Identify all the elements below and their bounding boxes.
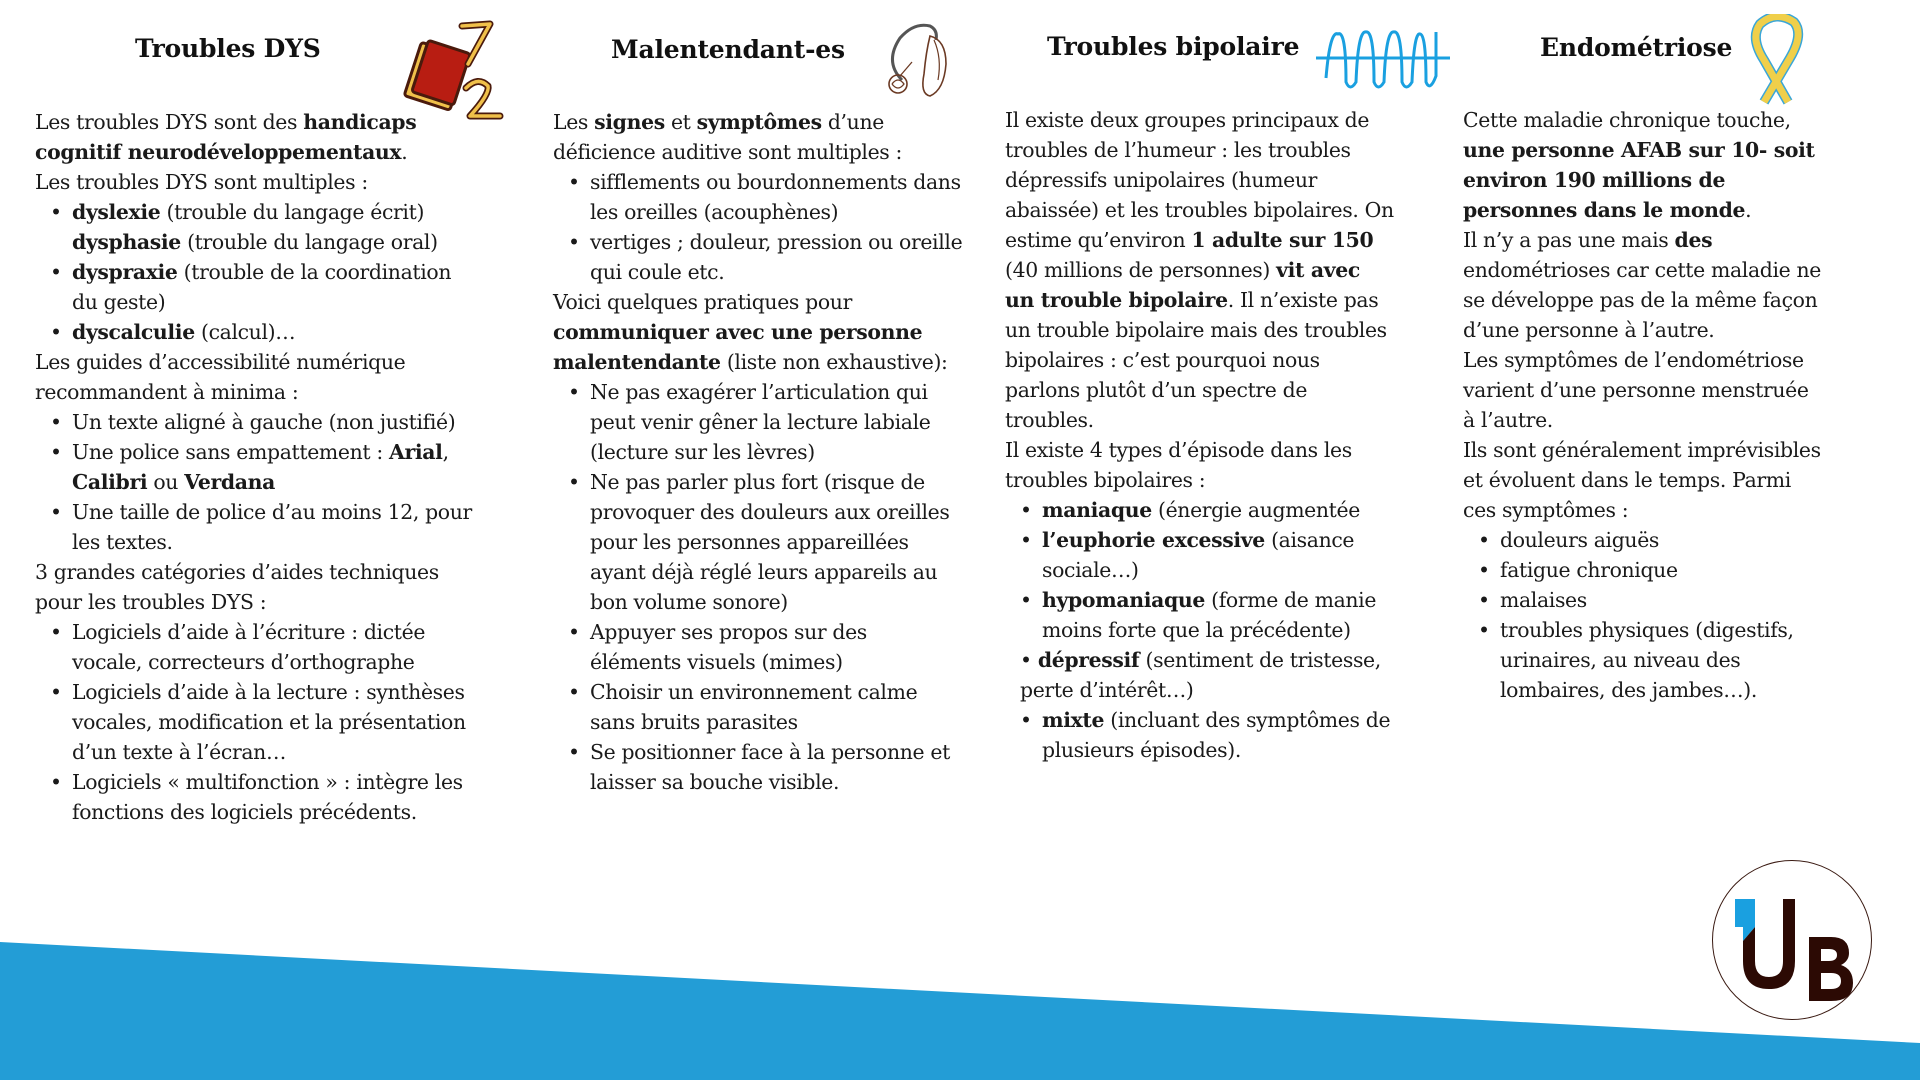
paragraph xyxy=(1463,225,1823,345)
list-item xyxy=(72,437,480,497)
text: (énergie augmentée xyxy=(1151,498,1360,522)
text: (forme de manie moins forte que la précédente) xyxy=(1042,588,1377,642)
bold-text: dyscalculie xyxy=(72,320,195,344)
paragraph: 3 grandes catégories d’aides techniques pour les troubles DYS : xyxy=(35,560,439,614)
list-item: • douleurs aiguës xyxy=(1500,525,1823,555)
bold-text: dépressif xyxy=(1037,648,1140,672)
section-body xyxy=(35,107,480,827)
section-title: Troubles bipolaire xyxy=(1047,32,1300,61)
list-item: • Se positionner face à la personne et laisser sa bouche visible. xyxy=(590,737,963,797)
bold-text: hypomaniaque xyxy=(1042,588,1205,612)
section-body xyxy=(1463,105,1823,705)
text: (trouble du langage écrit) xyxy=(160,200,425,224)
section-title: Endométriose xyxy=(1540,33,1733,62)
list-item: • Ne pas parler plus fort (risque de provoquer des douleurs aux oreilles pour les personnes appareillées ayant déjà réglé leurs appareils au bon volume sonore) xyxy=(590,467,963,617)
list-item: • Logiciels « multifonction » : intègre les fonctions des logiciels précédents. xyxy=(72,767,480,827)
list-item xyxy=(1042,705,1395,765)
list-item xyxy=(72,257,480,317)
text: et xyxy=(664,110,697,134)
bold-text: vit avec un trouble bipolaire xyxy=(1005,258,1360,312)
section-title: Troubles DYS xyxy=(135,34,321,63)
list-item: • Une taille de police d’au moins 12, pour les textes. xyxy=(72,497,480,557)
list-item: • Ne pas exagérer l’articulation qui peut venir gêner la lecture labiale (lecture sur les lèvres) xyxy=(590,377,963,467)
list-item: • Appuyer ses propos sur des éléments visuels (mimes) xyxy=(590,617,963,677)
symptoms-list xyxy=(553,167,963,287)
text: (sentiment de tristesse, perte d’intérêt…) xyxy=(1020,648,1381,702)
paragraph xyxy=(35,107,480,167)
practices-list xyxy=(553,377,963,797)
list-item: • sifflements ou bourdonnements dans les oreilles (acouphènes) xyxy=(590,167,963,227)
awareness-ribbon-icon xyxy=(1748,14,1804,106)
paragraph xyxy=(553,107,963,167)
list-item: • Logiciels d’aide à la lecture : synthèses vocales, modification et la présentation d’un texte à l’écran… xyxy=(72,677,480,767)
text: Les troubles DYS sont des xyxy=(35,110,304,134)
section-body xyxy=(553,107,963,797)
text: (calcul)… xyxy=(194,320,296,344)
bold-text: signes xyxy=(594,110,665,134)
bold-text: Verdana xyxy=(184,470,275,494)
text: d’une déficience auditive sont multiples : xyxy=(553,110,903,164)
text: Les xyxy=(553,110,595,134)
bold-text: 1 adulte sur 150 xyxy=(1191,228,1374,252)
text: Cette maladie chronique touche, xyxy=(1463,108,1791,132)
ub-logo xyxy=(1712,860,1872,1020)
list-item: • Logiciels d’aide à l’écriture : dictée vocale, correcteurs d’orthographe xyxy=(72,617,480,677)
list-item xyxy=(72,317,480,347)
text: (trouble de la coordination du geste) xyxy=(72,260,452,314)
list-item: • malaises xyxy=(1500,585,1823,615)
hearing-aid-icon xyxy=(880,18,956,98)
paragraph: Les guides d’accessibilité numérique recommandent à minima : xyxy=(35,350,406,404)
bold-text: une personne AFAB sur 10- soit environ 190 millions de personnes dans le monde xyxy=(1463,138,1815,222)
paragraph: Les troubles DYS sont multiples : xyxy=(35,170,368,194)
list-item xyxy=(1005,645,1395,705)
text: (incluant des symptômes de plusieurs épisodes). xyxy=(1042,708,1391,762)
bold-text: mixte xyxy=(1042,708,1105,732)
bold-text: maniaque xyxy=(1042,498,1152,522)
accessibility-list xyxy=(35,407,480,557)
text: Il existe deux groupes principaux de troubles de l’humeur : les troubles dépressifs unipolaires (humeur abaissée) et les troubles bipolaires. On estime qu’environ xyxy=(1005,108,1394,252)
text: . Il n’existe pas un trouble bipolaire mais des troubles bipolaires : c’est pourquoi nous parlons plutôt d’un spectre de troubles. xyxy=(1005,288,1387,432)
bullet: • xyxy=(1020,648,1038,672)
bold-text: communiquer avec une personne malentendante xyxy=(553,320,923,374)
bold-text: symptômes xyxy=(696,110,822,134)
section-title: Malentendant-es xyxy=(611,35,845,64)
list-item: • troubles physiques (digestifs, urinaires, au niveau des lombaires, des jambes…). xyxy=(1500,615,1823,705)
text: . xyxy=(401,140,408,164)
ub-logo-icon xyxy=(1713,861,1871,1019)
bold-text: handicaps cognitif neurodéveloppementaux xyxy=(35,110,417,164)
list-item xyxy=(72,227,480,257)
bold-text: l’euphorie excessive xyxy=(1042,528,1265,552)
text: Une police sans empattement : xyxy=(72,440,390,464)
episodes-list xyxy=(1005,495,1395,645)
text: (liste non exhaustive): xyxy=(720,350,948,374)
list-item: • fatigue chronique xyxy=(1500,555,1823,585)
bold-text: dyspraxie xyxy=(72,260,178,284)
bold-text: dysphasie xyxy=(72,230,181,254)
paragraph xyxy=(553,287,963,377)
bold-text: Calibri xyxy=(72,470,148,494)
paragraph xyxy=(1463,105,1823,225)
episodes-list-continued xyxy=(1005,705,1395,765)
text: ou xyxy=(147,470,185,494)
paragraph xyxy=(1005,105,1395,435)
text: (trouble du langage oral) xyxy=(180,230,438,254)
paragraph: Les symptômes de l’endométriose varient d’une personne menstruée à l’autre. xyxy=(1463,348,1809,432)
text: Voici quelques pratiques pour xyxy=(553,290,852,314)
text: endométrioses car cette maladie ne se développe pas de la même façon d’une personne à l’autre. xyxy=(1463,258,1821,342)
tech-aids-list xyxy=(35,617,480,827)
list-item: • vertiges ; douleur, pression ou oreille qui coule etc. xyxy=(590,227,963,287)
text: (40 millions de personnes) xyxy=(1005,258,1277,282)
text: . xyxy=(1745,198,1752,222)
text: Il n’y a pas une mais xyxy=(1463,228,1675,252)
list-item xyxy=(1042,585,1395,645)
paragraph: Il existe 4 types d’épisode dans les troubles bipolaires : xyxy=(1005,438,1352,492)
paragraph: Ils sont généralement imprévisibles et évoluent dans le temps. Parmi ces symptômes : xyxy=(1463,438,1821,522)
symptoms-list xyxy=(1463,525,1823,705)
section-body xyxy=(1005,105,1395,765)
list-item: • Choisir un environnement calme sans bruits parasites xyxy=(590,677,963,737)
list-item xyxy=(72,197,480,227)
text: , xyxy=(442,440,449,464)
wave-icon xyxy=(1316,26,1450,92)
bold-text: dyslexie xyxy=(72,200,161,224)
bold-text: des xyxy=(1674,228,1713,252)
list-item xyxy=(1042,525,1395,585)
list-item xyxy=(1042,495,1395,525)
text: (aisance sociale…) xyxy=(1042,528,1355,582)
bold-text: Arial xyxy=(389,440,443,464)
list-item: • Un texte aligné à gauche (non justifié) xyxy=(72,407,480,437)
dys-types-list xyxy=(35,197,480,347)
